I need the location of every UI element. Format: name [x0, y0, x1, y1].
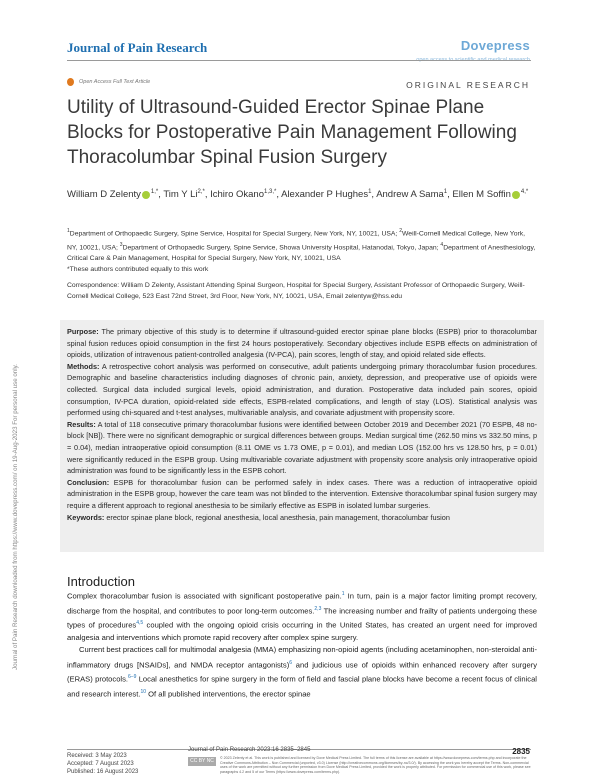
author-affiliation-ref: 4,* — [520, 189, 529, 195]
abstract-label: Keywords: — [67, 512, 105, 522]
abstract-section — [67, 512, 537, 524]
footer-citation: Journal of Pain Research 2023:16 2835–2845 — [188, 747, 311, 753]
orcid-icon[interactable] — [512, 191, 520, 199]
introduction-body — [67, 588, 537, 701]
author-name: Ichiro Okano — [210, 189, 264, 201]
abstract-section-text: A total of 118 consecutive primary thoracolumbar fusions were identified between October 2019 and December 2021 (70 ESPB, 48 no-block [NB]). There were no significant demographic or surgical differences between groups. Median surgical time (262.50 mins vs 332.50 mins, p = 0.04), median intraoperative opioid consumption (8.11 OME vs 1.73 OME, p = 0.01), and median LOS (152.00 hrs vs 128.50 hrs, p = 0.01) were significantly reduced in the ESPB group. Using multivariable covariate adjustment with propensity score analysis only intraoperative opioid administration was found to be significantly less in the ESPB cohort. — [67, 419, 537, 476]
section-label: ORIGINAL RESEARCH — [406, 80, 530, 90]
correspondence: Correspondence: William D Zelenty, Assistant Attending Spinal Surgeon, Hospital for Special Surgery, Assistant Professor of Orthopaedic Surgery, Weill-Cornell Medical College, 523 East 72nd Street, 3rd Floor, New York, NY, 10021, USA, Email zelentyw@hss.edu — [67, 282, 525, 300]
citation-ref[interactable]: 1 — [341, 591, 345, 597]
abstract-section-text: ESPB for thoracolumbar fusion can be performed safely in index cases. There was a reduction of intraoperative opioid administration in the ESPB group, however the care team was not blinded to the intervention. Extensive thoracolumbar spinal fusion surgery may require a different approach to regional anesthesia to be similarly effective as ESPB in isolated lumbar surgeries. — [67, 477, 537, 510]
abstract-label: Results: — [67, 419, 96, 429]
body-text-run: Of all published interventions, the erector spinae — [146, 689, 311, 699]
body-text-run: In turn, pain is a major factor limiting prompt recovery, discharge from the hospital, and contributes to poor long-term outcomes. — [67, 591, 537, 616]
body-text-run: coupled with the ongoing opioid crisis occurring in the United States, has created an urgent need for improved analgesia and interventions which promote rapid recovery after complex spine surgery. — [67, 621, 537, 643]
author-affiliation-ref: 1 — [368, 189, 372, 195]
intro-paragraph-2 — [67, 644, 537, 700]
body-text-run: Current best practices call for multimodal analgesia (MMA) emphasizing non-opioid agents (including acetaminophen, non-steroidal anti-inflammatory drugs [NSAIDs], and NMDA receptor antagonists) — [67, 645, 537, 670]
orcid-icon[interactable] — [142, 191, 150, 199]
introduction-heading: Introduction — [67, 574, 135, 589]
affiliation-text: Department of Anesthesiology, Critical Care & Pain Management, Hospital for Special Surgery, New York, NY, 10021, USA — [67, 244, 536, 262]
affiliation-number: 3 — [119, 241, 123, 248]
body-text-run: Local anesthetics for spine surgery in the form of field and fascial plane blocks have become a recent focus of clinical and research interest. — [67, 674, 537, 699]
accepted-date: Accepted: 7 August 2023 — [67, 761, 134, 767]
author-affiliation-ref: 1 — [443, 189, 448, 195]
body-text-run: Complex thoracolumbar fusion is associated with significant postoperative pain. — [67, 591, 342, 601]
author-name: Tim Y Li — [163, 189, 198, 201]
citation-ref[interactable]: 10 — [140, 689, 147, 696]
author-affiliation-ref: 2,* — [197, 189, 205, 195]
body-text-run: The increasing number and frailty of patients undergoing these types of procedures — [67, 606, 537, 630]
open-access-label — [67, 78, 150, 86]
abstract-section-text: A retrospective cohort analysis was performed on consecutive, adult patients undergoing primary thoracolumbar fusion procedures. Demographic and baseline characteristics including diagnoses of chronic pain, anxiety, depression, and preoperative use of opioids were collected. Surgical data included surgical levels, opioid administration, and duration. Postoperative data included pain scores, opioid consumption, IV-PCA duration, opioid-related side effects, ESPB-related complications, and length of stay (LOS). Statistical analysis was performed using chi-squared and t-test analyses, multivariable analysis, and covariate adjustment with propensity score. — [67, 361, 537, 418]
author-affiliation-ref: 1,* — [150, 189, 159, 195]
affiliation-text: Department of Orthopaedic Surgery, Spine Service, Hospital for Special Surgery, New York, NY, 10021, USA; — [69, 230, 400, 238]
citation-ref[interactable]: 6 — [289, 659, 293, 666]
author-list: William D Zelenty $^{1,*}$, Tim Y $Li^{2,*}$, Ichiro Okano$^{1,3,*}$, Alexander P Hughes$^1$, Andrew A Sama$^1$, Ellen M Soffin $^{4,*}$ — [67, 189, 529, 201]
citation-ref[interactable]: 6–9 — [128, 674, 137, 681]
citation-ref[interactable]: 2,3 — [314, 605, 322, 612]
publisher-logo[interactable]: Dovepress — [460, 38, 530, 53]
affiliation-number: 4 — [440, 241, 444, 248]
publisher-tagline: open access to scientific and medical research — [416, 57, 530, 63]
affiliation-text: Department of Orthopaedic Surgery, Spine Service, Showa University Hospital, Hatanodai, Tokyo, Japan; — [122, 244, 441, 252]
author-name: Andrew A Sama — [376, 189, 444, 201]
download-sidebar-note: Journal of Pain Research downloaded from https://www.dovepress.com/ on 19-Aug-2023 For personal use only. — [12, 364, 19, 670]
journal-name: Journal of Pain Research — [67, 40, 208, 55]
abstract-section — [67, 477, 537, 512]
cc-license-badge[interactable]: CC BY NC — [188, 757, 216, 766]
abstract-label: Methods: — [67, 361, 100, 371]
abstract-label: Purpose: — [67, 327, 99, 336]
author-name: Ellen M Soffin — [452, 189, 511, 201]
published-date: Published: 16 August 2023 — [67, 769, 139, 775]
affiliation-number: 1 — [67, 228, 70, 234]
body-text-run: and judicious use of opioids within enhanced recovery after surgery (ERAS) protocols. — [67, 660, 537, 684]
equal-contribution-note: *These authors contributed equally to this work — [67, 266, 209, 273]
author-name: Alexander P Hughes — [281, 189, 369, 201]
page-number: 2835 — [512, 747, 530, 756]
author-affiliation-ref: 1,3,* — [264, 189, 277, 195]
citation-ref[interactable]: 4,5 — [136, 620, 144, 627]
received-date: Received: 3 May 2023 — [67, 753, 127, 759]
open-access-text: Open Access Full Text Article — [79, 79, 151, 85]
intro-paragraph-1 — [67, 588, 537, 644]
affiliation-number: 2 — [399, 228, 402, 234]
affiliations — [67, 226, 537, 264]
abstract-section — [67, 361, 537, 419]
open-access-icon — [67, 78, 74, 86]
abstract-label: Conclusion: — [67, 477, 110, 487]
license-text: © 2023 Zelenty et al. This work is published and licensed by Dove Medical Press Limited. The full terms of this license are available at https://www.dovepress.com/terms.php and incorporate the Creative Commons Attribution – Non Commercial (unported, v3.0) License (http://creativecommons.org/licenses/by-nc/3.0/). By accessing the work you hereby accept the Terms. Non-commercial uses of the work are permitted without any further permission from Dove Medical Press Limited, provided the work is properly attributed. For permission for commercial use of this work, please see paragraphs 4.2 and 5 of our Terms (https://www.dovepress.com/terms.php). — [220, 756, 531, 774]
abstract-section — [67, 419, 537, 477]
header-divider — [67, 60, 531, 61]
abstract-section-text: erector spinae plane block, regional anesthesia, local anesthesia, pain management, thoracolumbar fusion — [104, 512, 450, 522]
author-name: William D Zelenty — [67, 189, 141, 201]
abstract-section — [67, 326, 537, 361]
affiliation-text: Weill-Cornell Medical College, New York, NY, 10021, USA; — [67, 230, 526, 252]
abstract-section-text: The primary objective of this study is to determine if ultrasound-guided erector spinae plane blocks (ESPB) prior to thoracolumbar spinal fusion reduces opioid consumption in the first 24 hours postoperatively. Secondary objectives include ESPB effects on administration of opioids, utilization of intravenous patient-controlled analgesia (IV-PCA), pain scores, length of stay, and opioid related side effects. — [67, 327, 537, 360]
article-title: Utility of Ultrasound-Guided Erector Spinae Plane Blocks for Postoperative Pain Management Following Thoracolumbar Spinal Fusion Surgery — [67, 97, 517, 168]
article-dates — [67, 752, 138, 776]
abstract-text — [67, 326, 537, 523]
